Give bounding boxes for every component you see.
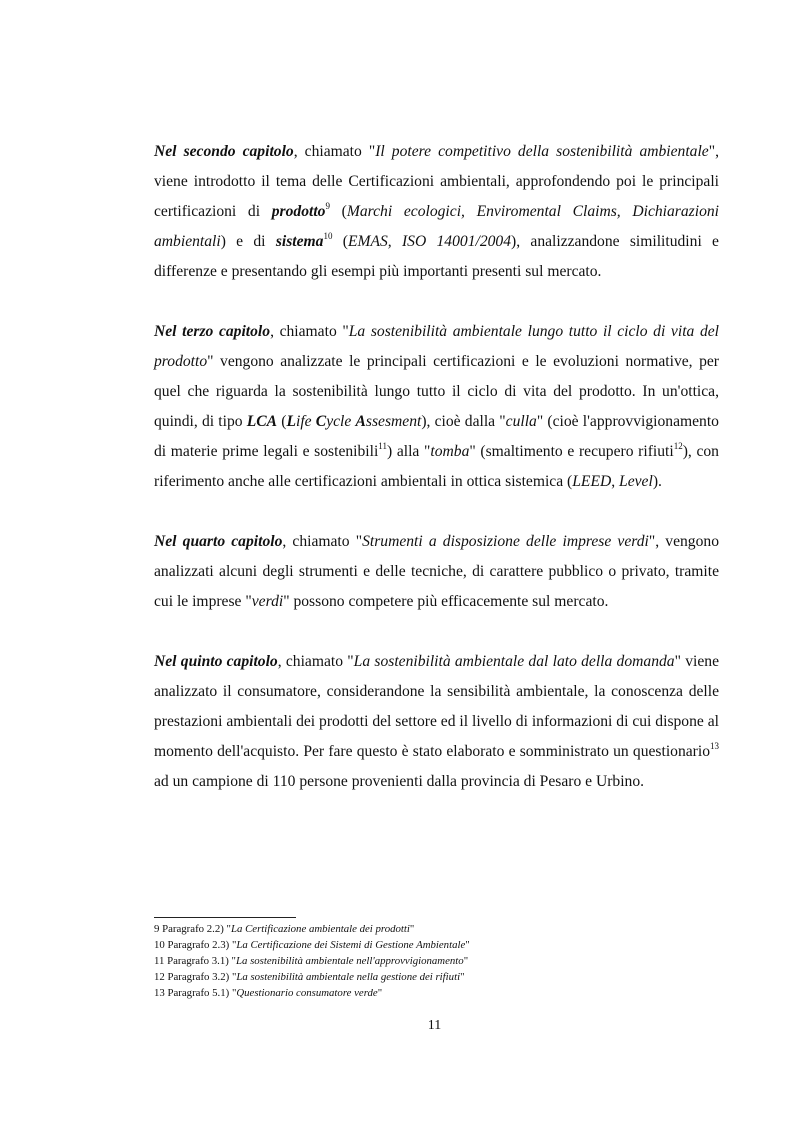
footnote-prefix: 10 Paragrafo 2.3) " bbox=[154, 939, 237, 951]
chapter-4-title: Strumenti a disposizione delle imprese verdi bbox=[362, 533, 649, 550]
paragraph-chapter-3 bbox=[154, 317, 719, 497]
text-bold-italic: A bbox=[355, 413, 366, 430]
paragraph-chapter-4 bbox=[154, 527, 719, 617]
chapter-3-lead: Nel terzo capitolo bbox=[154, 323, 271, 340]
footnote-prefix: 11 Paragrafo 3.1) " bbox=[154, 955, 236, 967]
footnote-10 bbox=[154, 937, 719, 953]
text-run: , bbox=[611, 473, 620, 490]
text-bold-italic: C bbox=[315, 413, 327, 430]
text-run: ", viene introdotto il tema delle Certificazioni ambientali, approfondendo poi le principali certificazioni di bbox=[154, 143, 719, 220]
text-run: ( bbox=[332, 233, 348, 250]
text-run: " possono competere più efficacemente sul mercato. bbox=[283, 593, 609, 610]
text-italic: ssesment bbox=[365, 413, 422, 430]
footnote-9 bbox=[154, 921, 719, 937]
footnote-ref-10[interactable]: 10 bbox=[323, 230, 333, 241]
footnote-11 bbox=[154, 953, 719, 969]
text-italic: ycle bbox=[326, 413, 356, 430]
text-run: ", vengono analizzati alcuni degli strumenti e delle tecniche, di carattere pubblico o privato, tramite cui le imprese " bbox=[154, 533, 719, 610]
text-run: ) e di bbox=[220, 233, 276, 250]
body-text bbox=[154, 137, 719, 797]
footnote-suffix: " bbox=[463, 955, 469, 967]
text-run: ( bbox=[277, 413, 287, 430]
text-bold-italic: L bbox=[286, 413, 296, 430]
text-run: ), con riferimento anche alle certificazioni ambientali in ottica sistemica ( bbox=[154, 443, 719, 490]
text-italic: ife bbox=[295, 413, 316, 430]
footnote-title: La Certificazione dei Sistemi di Gestione Ambientale bbox=[236, 939, 466, 951]
text-italic: LEED bbox=[572, 473, 612, 490]
footnote-separator bbox=[154, 917, 296, 918]
text-run: ), cioè dalla " bbox=[421, 413, 506, 430]
footnote-suffix: " bbox=[460, 971, 465, 983]
footnote-suffix: " bbox=[465, 939, 470, 951]
footnote-title: La Certificazione ambientale dei prodotti bbox=[230, 923, 410, 935]
footnote-12 bbox=[154, 969, 719, 985]
text-italic: Level bbox=[619, 473, 653, 490]
chapter-2-lead: Nel secondo capitolo bbox=[154, 143, 294, 160]
term-sistema: sistema bbox=[275, 233, 324, 250]
page-number: 11 bbox=[427, 1018, 442, 1033]
text-italic: EMAS, ISO 14001/2004 bbox=[347, 233, 512, 250]
footnote-ref-13[interactable]: 13 bbox=[710, 740, 719, 751]
footnote-suffix: " bbox=[377, 987, 383, 999]
text-run: ) alla " bbox=[386, 443, 431, 460]
paragraph-chapter-5 bbox=[154, 647, 719, 797]
chapter-3-title: La sostenibilità ambientale lungo tutto il ciclo di vita del prodotto bbox=[154, 323, 719, 370]
term-prodotto: prodotto bbox=[271, 203, 326, 220]
chapter-4-lead: Nel quarto capitolo bbox=[154, 533, 283, 550]
text-run: ). bbox=[652, 473, 662, 490]
footnote-ref-11[interactable]: 11 bbox=[378, 440, 387, 451]
text-run: " viene analizzato il consumatore, considerandone la sensibilità ambientale, la conoscenza delle prestazioni ambientali dei prodotti del settore ed il livello di informazioni di cui dispone al momento dell'acquisto. Per fare questo è stato elaborato e somministrato un questionario bbox=[154, 653, 719, 760]
chapter-5-lead: Nel quinto capitolo bbox=[154, 653, 278, 670]
text-run: ), analizzandone similitudini e differenze e presentando gli esempi più importanti presenti sul mercato. bbox=[154, 233, 719, 280]
text-run: " (smaltimento e recupero rifiuti bbox=[469, 443, 674, 460]
footnote-title: La sostenibilità ambientale nell'approvvigionamento bbox=[235, 955, 464, 967]
paragraph-chapter-2 bbox=[154, 137, 719, 287]
footnote-ref-9[interactable]: 9 bbox=[325, 200, 330, 211]
text-run: ( bbox=[329, 203, 347, 220]
footnote-13 bbox=[154, 985, 719, 1001]
footnote-title: La sostenibilità ambientale nella gestione dei rifiuti bbox=[236, 971, 461, 983]
footnote-prefix: 9 Paragrafo 2.2) " bbox=[154, 923, 231, 935]
text-run: , chiamato " bbox=[277, 653, 354, 670]
footnote-prefix: 13 Paragrafo 5.1) " bbox=[154, 987, 237, 999]
footnote-ref-12[interactable]: 12 bbox=[673, 440, 683, 451]
text-run: , chiamato " bbox=[270, 323, 349, 340]
text-run: , chiamato " bbox=[282, 533, 363, 550]
footnotes bbox=[154, 921, 719, 1001]
text-italic: verdi bbox=[251, 593, 284, 610]
chapter-5-title: La sostenibilità ambientale dal lato della domanda bbox=[353, 653, 675, 670]
text-run: , chiamato " bbox=[293, 143, 376, 160]
footnote-prefix: 12 Paragrafo 3.2) " bbox=[154, 971, 237, 983]
text-run: " (cioè l'approvvigionamento di materie prime legali e sostenibili bbox=[154, 413, 719, 460]
term-lca: LCA bbox=[246, 413, 278, 430]
text-italic: tomba bbox=[430, 443, 470, 460]
chapter-2-title: Il potere competitivo della sostenibilità ambientale bbox=[375, 143, 709, 160]
footnote-suffix: " bbox=[409, 923, 415, 935]
footnote-title: Questionario consumatore verde bbox=[236, 987, 378, 999]
text-italic: culla bbox=[505, 413, 537, 430]
text-run: " vengono analizzate le principali certificazioni e le evoluzioni normative, per quel che riguarda la sostenibilità lungo tutto il ciclo di vita del prodotto. In un'ottica, quindi, di tipo bbox=[154, 353, 719, 430]
text-run: ad un campione di 110 persone provenienti dalla provincia di Pesaro e Urbino. bbox=[154, 773, 645, 790]
text-italic: Marchi ecologici, Enviromental Claims, Dichiarazioni ambientali bbox=[154, 203, 720, 250]
